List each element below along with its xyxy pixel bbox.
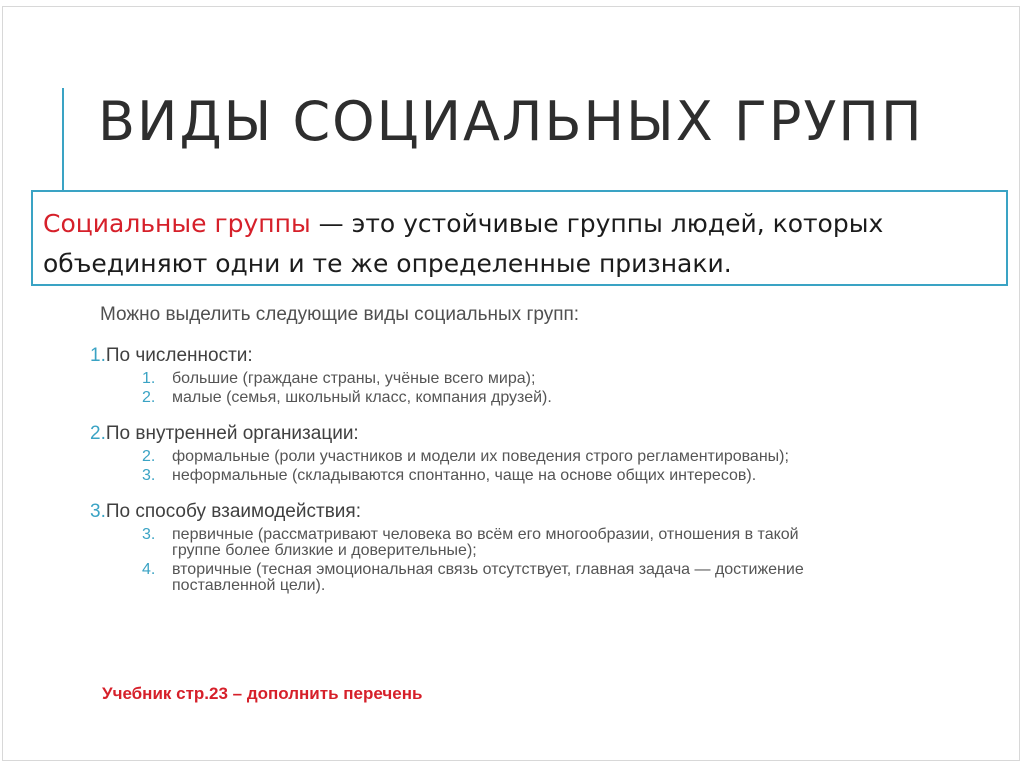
- group-size: [90, 344, 930, 406]
- list-item: [142, 527, 930, 559]
- item-text: вторичные (тесная эмоциональная связь отсутствует, главная задача — достижение поставленной цели).: [172, 561, 804, 594]
- list-item: [142, 449, 930, 465]
- group-number: 1.: [90, 345, 106, 366]
- textbook-note: Учебник стр.23 – дополнить перечень: [102, 684, 423, 703]
- item-text: малые (семья, школьный класс, компания друзей).: [172, 389, 552, 406]
- item-number: 4.: [142, 561, 156, 578]
- group-number: 2.: [90, 423, 106, 444]
- group-label: По внутренней организации:: [105, 423, 359, 444]
- intro-text: Можно выделить следующие виды социальных групп:: [100, 304, 580, 325]
- item-number: 1.: [142, 370, 156, 387]
- page-title: ВИДЫ СОЦИАЛЬНЫХ ГРУПП: [98, 90, 924, 153]
- definition-term: Социальные группы: [43, 209, 311, 238]
- list-item: [142, 562, 930, 594]
- item-number: 3.: [142, 467, 156, 484]
- definition-text: — это устойчивые группы людей, которых объединяют одни и те же определенные признаки.: [43, 209, 884, 278]
- definition-box: [31, 190, 1008, 286]
- group-list: [90, 344, 930, 610]
- group-number: 3.: [90, 501, 106, 522]
- item-text: неформальные (складываются спонтанно, чаще на основе общих интересов).: [172, 467, 757, 484]
- group-heading: [90, 422, 930, 446]
- group-heading: [90, 500, 930, 524]
- item-number: 3.: [142, 526, 156, 543]
- group-interaction: [90, 500, 930, 594]
- group-heading: [90, 344, 930, 368]
- item-text: формальные (роли участников и модели их поведения строго регламентированы);: [172, 448, 789, 465]
- item-number: 2.: [142, 389, 156, 406]
- group-label: По численности:: [105, 345, 253, 366]
- list-item: [142, 371, 930, 387]
- list-item: [142, 468, 930, 484]
- item-text: большие (граждане страны, учёные всего мира);: [172, 370, 536, 387]
- item-text: первичные (рассматривают человека во всём его многообразии, отношения в такой группе более близкие и доверительные);: [172, 526, 799, 559]
- item-number: 2.: [142, 448, 156, 465]
- title-accent-bar: [62, 88, 64, 190]
- list-item: [142, 390, 930, 406]
- group-organization: [90, 422, 930, 484]
- group-label: По способу взаимодействия:: [105, 501, 361, 522]
